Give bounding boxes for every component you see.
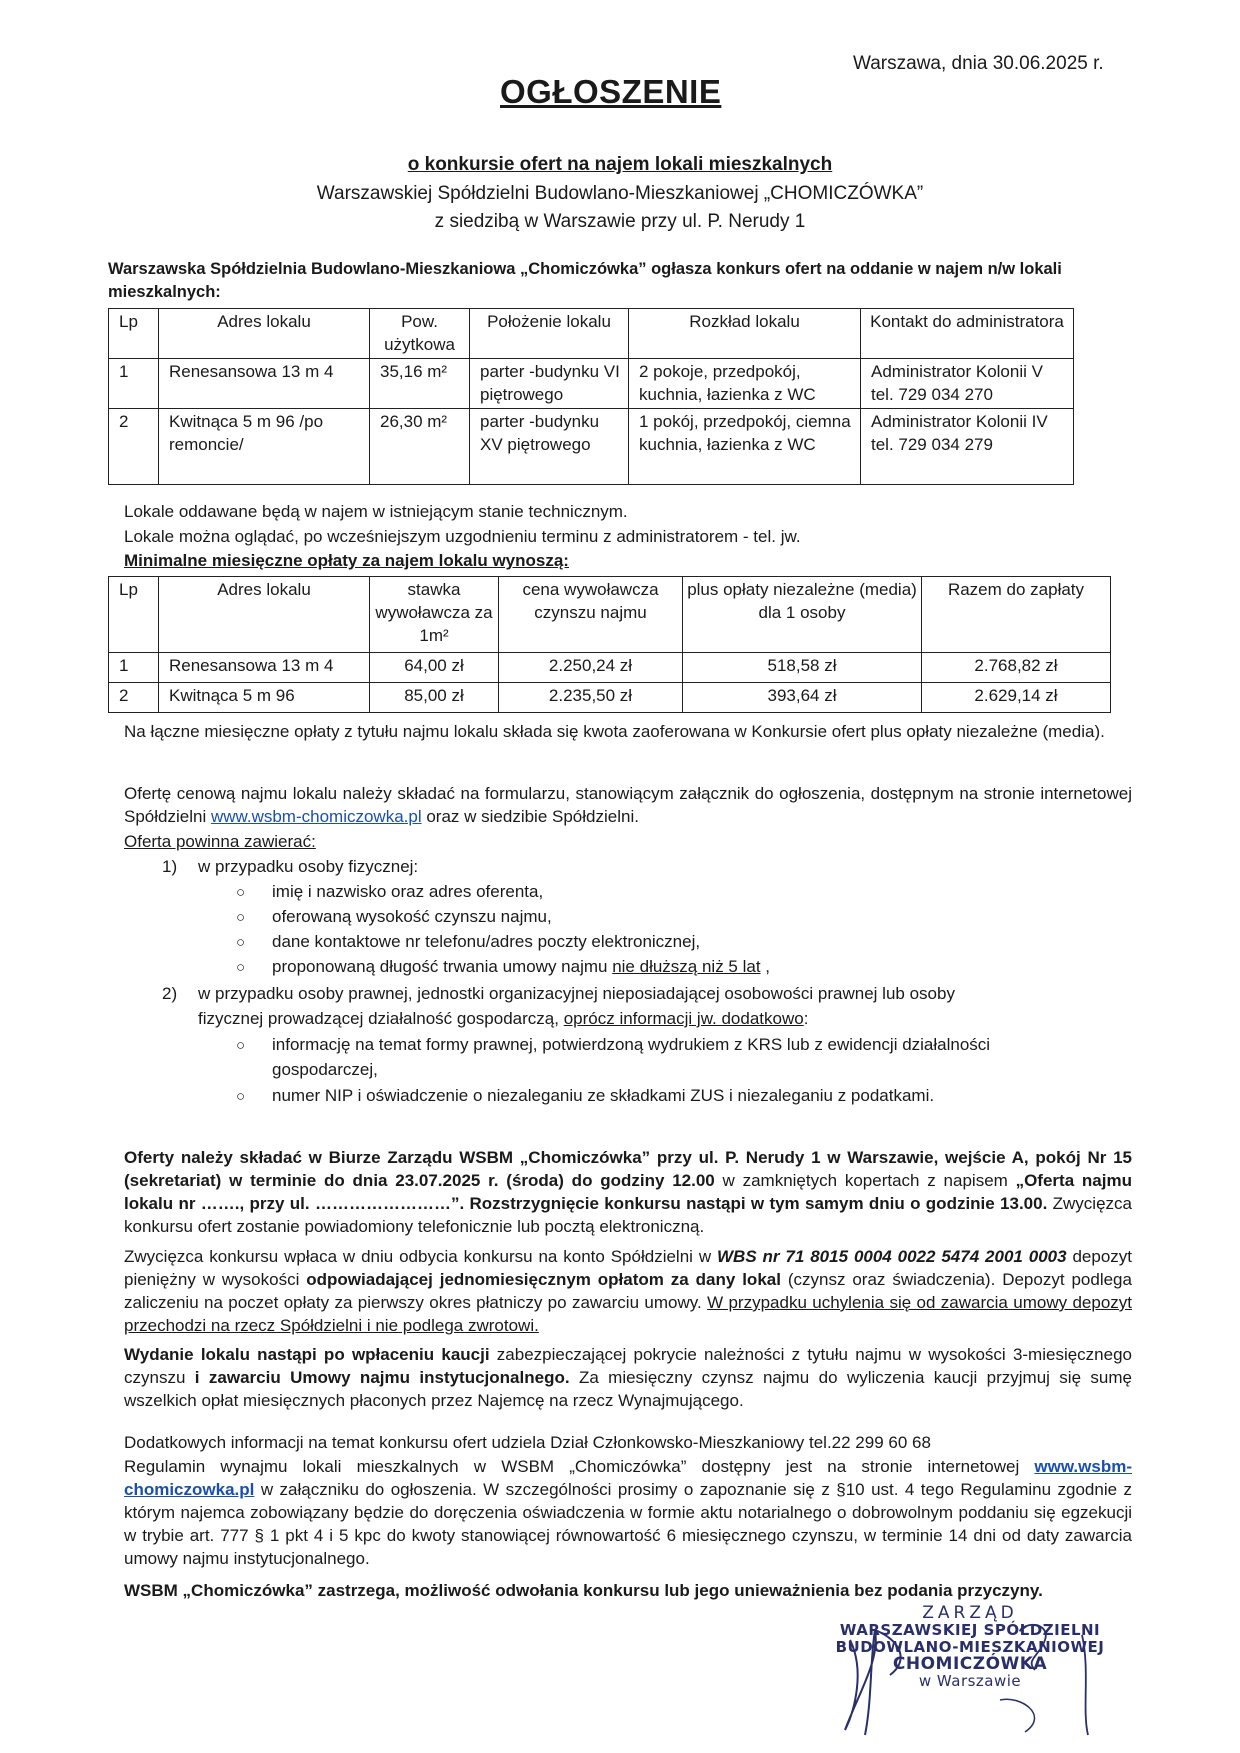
fees-table [108, 576, 1111, 713]
list-item-text-end: , [760, 957, 771, 976]
table-row [109, 359, 1074, 409]
list-number: 2) [162, 984, 178, 1003]
note-technical-state: Lokale oddawane będą w najem w istniejącym stanie technicznym. [124, 502, 628, 521]
total-fees-paragraph: Na łączne miesięczne opłaty z tytułu najmu lokalu składa się kwota zaoferowana w Konkursie ofert plus opłaty niezależne (media). [124, 722, 1105, 741]
apartments-table [108, 308, 1074, 485]
closing-reservation: WSBM „Chomiczówka” zastrzega, możliwość odwołania konkursu lub jego unieważnienia bez podania przyczyny. [124, 1581, 1043, 1600]
table-row [109, 409, 1074, 485]
table-cell: 518,58 zł [683, 653, 922, 683]
submission-paragraph [124, 1146, 1132, 1238]
table-header-cell: Pow. użytkowa [370, 309, 470, 359]
table-cell: 2 pokoje, przedpokój, kuchnia, łazienka z WC [629, 359, 861, 409]
table-cell: 35,16 m² [370, 359, 470, 409]
handover-text-2: Za miesięczny czynsz najmu do wyliczenia kaucji przyjmuj się sumę wszelkich opłat miesięcznych płaconych przez Najemcę na rzecz Wynajmującego. [124, 1368, 1132, 1410]
submission-text: w zamkniętych kopertach z napisem [714, 1171, 1016, 1190]
info-contact-line: Dodatkowych informacji na temat konkursu ofert udziela Dział Członkowsko-Mieszkaniowy tel.22 299 60 68 [124, 1433, 931, 1452]
bank-account: WBS nr 71 8015 0004 0022 5474 2001 0003 [717, 1247, 1067, 1266]
submission-bold-2: „Oferta najmu lokalu nr ……., przy ul. ……………………”. Rozstrzygnięcie konkursu nastąpi w tym samym dniu o godzinie 13.00. [124, 1171, 1132, 1213]
table-cell: parter -budynku VI piętrowego [470, 359, 629, 409]
website-link[interactable]: www.wsbm-chomiczowka.pl [210, 807, 422, 826]
fees-heading: Minimalne miesięczne opłaty za najem lokalu wynoszą: [124, 551, 569, 570]
table-row [109, 683, 1111, 713]
intro-paragraph: Warszawska Spółdzielnia Budowlano-Mieszkaniowa „Chomiczówka” ogłasza konkurs ofert na oddanie w najem n/w lokali mieszkalnych: [108, 260, 1062, 301]
table-header-cell: Adres lokalu [159, 577, 370, 653]
table-header-cell: cena wywoławcza czynszu najmu [499, 577, 683, 653]
offer-form-text-end: oraz w siedzibie Spółdzielni. [421, 807, 639, 826]
document-date: Warszawa, dnia 30.06.2025 r. [853, 53, 1104, 74]
table-cell: parter -budynku XV piętrowego [470, 409, 629, 485]
subtitle-address: z siedzibą w Warszawie przy ul. P. Nerudy 1 [434, 211, 806, 232]
list-item-legal-person: w przypadku osoby prawnej, jednostki organizacyjnej nieposiadającej osobowości prawnej lub osoby [198, 984, 955, 1003]
subtitle-cooperative: Warszawskiej Spółdzielni Budowlano-Mieszkaniowej „CHOMICZÓWKA” [316, 183, 924, 204]
handover-paragraph [124, 1343, 1132, 1412]
table-cell: 2 [109, 683, 159, 713]
table-cell: 2 [109, 409, 159, 485]
bullet-circle-icon: ○ [236, 1088, 246, 1105]
offer-contents-heading: Oferta powinna zawierać: [124, 832, 316, 851]
list-item [272, 955, 1122, 978]
table-cell: 2.629,14 zł [922, 683, 1111, 713]
table-header-cell: Adres lokalu [159, 309, 370, 359]
table-header-cell: plus opłaty niezależne (media) dla 1 osoby [683, 577, 922, 653]
list-item-text-end: : [803, 1009, 809, 1028]
stamp-line: WARSZAWSKIEJ SPÓŁDZIELNI [839, 1621, 1101, 1639]
offer-form-paragraph [124, 782, 1132, 828]
table-cell: 393,64 zł [683, 683, 922, 713]
table-row [109, 653, 1111, 683]
stamp-line: ZARZĄD [922, 1603, 1018, 1623]
list-item-text: proponowaną długość trwania umowy najmu [272, 957, 613, 976]
table-header-cell: stawka wywoławcza za 1m² [370, 577, 499, 653]
list-item: numer NIP i oświadczenie o niezaleganiu ze składkami ZUS i niezaleganiu z podatkami. [272, 1086, 935, 1105]
list-item-underlined: nie dłuższą niż 5 lat [612, 957, 761, 976]
table-header-cell: Kontakt do administratora [861, 309, 1074, 359]
contact-name: Administrator Kolonii IV [871, 412, 1048, 431]
submission-bold: Oferty należy składać w Biurze Zarządu WSBM „Chomiczówka” przy ul. P. Nerudy 1 w Warszawie, wejście A, pokój Nr 15 (sekretariat) w terminie do dnia 23.07.2025 r. (środa) do godziny 12.00 [124, 1148, 1132, 1190]
table-cell: 64,00 zł [370, 653, 499, 683]
table-header-cell: Razem do zapłaty [922, 577, 1111, 653]
deposit-text-3: (czynsz oraz świadczenia). Depozyt podlega zaliczeniu na poczet opłaty za pierwszy okres płatniczy po zawarciu umowy. [124, 1270, 1132, 1312]
bullet-circle-icon: ○ [236, 884, 246, 901]
list-item: informację na temat formy prawnej, potwierdzoną wydrukiem z KRS lub z ewidencji działalności [272, 1035, 991, 1054]
handover-bold: Wydanie lokalu nastąpi po wpłaceniu kaucji [124, 1345, 490, 1364]
table-cell: 2.235,50 zł [499, 683, 683, 713]
table-cell: 1 [109, 359, 159, 409]
list-item: oferowaną wysokość czynszu najmu, [272, 907, 552, 926]
table-cell: 2.250,24 zł [499, 653, 683, 683]
table-header-cell: Położenie lokalu [470, 309, 629, 359]
regulations-text: Regulamin wynajmu lokali mieszkalnych w WSBM „Chomiczówka” dostępny jest na stronie internetowej [124, 1457, 1035, 1476]
list-item-natural-person: w przypadku osoby fizycznej: [198, 857, 419, 876]
bullet-circle-icon: ○ [236, 909, 246, 926]
subtitle-competition: o konkursie ofert na najem lokali mieszkalnych [407, 154, 833, 175]
regulations-paragraph [124, 1455, 1132, 1570]
list-item-cont: gospodarczej, [272, 1060, 378, 1079]
table-cell [861, 409, 1074, 485]
table-cell: 26,30 m² [370, 409, 470, 485]
table-header-row [109, 577, 1111, 653]
table-header-cell: Lp [109, 577, 159, 653]
stamp-line: BUDOWLANO-MIESZKANIOWEJ [835, 1638, 1105, 1656]
table-cell [861, 359, 1074, 409]
list-item-legal-person-cont [198, 1007, 1098, 1030]
table-cell: 85,00 zł [370, 683, 499, 713]
deposit-text: Zwycięzca konkursu wpłaca w dniu odbycia konkursu na konto Spółdzielni w [124, 1247, 717, 1266]
regulations-text-2: w załączniku do ogłoszenia. W szczególności prosimy o zapoznanie się z §10 ust. 4 tego Regulaminu zgodnie z którym najemca zobowiązany będzie do doręczenia oświadczenia w formie aktu notarialnego o dobrowolnym poddaniu się egzekucji w trybie art. 777 § 1 pkt 4 i 5 kpc do kwoty stanowiącej równowartość 6 miesięcznego czynszu, w terminie 14 dni od daty zawarcia umowy najmu instytucjonalnego. [124, 1480, 1132, 1568]
deposit-text-2: depozyt pieniężny w wysokości [124, 1247, 1133, 1289]
table-cell: 2.768,82 zł [922, 653, 1111, 683]
cooperative-stamp [820, 1605, 1120, 1690]
table-header-cell: Lp [109, 309, 159, 359]
table-cell: Kwitnąca 5 m 96 /po remoncie/ [159, 409, 370, 485]
document-title: OGŁOSZENIE [500, 73, 722, 110]
list-item-underlined: oprócz informacji jw. dodatkowo [563, 1009, 804, 1028]
note-viewing: Lokale można oglądać, po wcześniejszym uzgodnieniu terminu z administratorem - tel. jw. [124, 527, 801, 546]
submission-text-2: Zwycięzca konkursu ofert zostanie powiadomiony telefonicznie lub pocztą elektroniczną. [124, 1194, 1132, 1236]
deposit-underlined: W przypadku uchylenia się od zawarcia umowy depozyt przechodzi na rzecz Spółdzielni i nie podlega zwrotowi. [124, 1293, 1132, 1335]
offer-form-text: Ofertę cenową najmu lokalu należy składać na formularzu, stanowiącym załącznik do ogłoszenia, dostępnym na stronie internetowej Spółdzielni [124, 784, 1132, 826]
handover-bold-2: i zawarciu Umowy najmu instytucjonalnego. [194, 1368, 570, 1387]
table-cell: Renesansowa 13 m 4 [159, 359, 370, 409]
list-item: dane kontaktowe nr telefonu/adres poczty elektronicznej, [272, 932, 701, 951]
table-cell: 1 pokój, przedpokój, ciemna kuchnia, łazienka z WC [629, 409, 861, 485]
table-cell: Kwitnąca 5 m 96 [159, 683, 370, 713]
stamp-line: w Warszawie [918, 1672, 1022, 1690]
regulations-link[interactable]: www.wsbm-chomiczowka.pl [124, 1457, 1132, 1499]
list-item-text: fizycznej prowadzącej działalność gospodarczą, [198, 1009, 564, 1028]
handover-text: zabezpieczającej pokrycie należności z tytułu najmu w wysokości 3-miesięcznego czynszu [124, 1345, 1132, 1387]
list-number: 1) [162, 857, 178, 876]
deposit-paragraph [124, 1245, 1132, 1337]
contact-phone: tel. 729 034 270 [871, 385, 993, 404]
table-cell: Renesansowa 13 m 4 [159, 653, 370, 683]
bullet-circle-icon: ○ [236, 1037, 246, 1054]
stamp-line: CHOMICZÓWKA [892, 1654, 1048, 1674]
list-item: imię i nazwisko oraz adres oferenta, [272, 882, 544, 901]
contact-phone: tel. 729 034 279 [871, 435, 993, 454]
deposit-bold: odpowiadającej jednomiesięcznym opłatom za dany lokal [306, 1270, 781, 1289]
bullet-circle-icon: ○ [236, 934, 246, 951]
table-header-row [109, 309, 1074, 359]
contact-name: Administrator Kolonii V [871, 362, 1043, 381]
table-cell: 1 [109, 653, 159, 683]
bullet-circle-icon: ○ [236, 959, 246, 976]
table-header-cell: Rozkład lokalu [629, 309, 861, 359]
